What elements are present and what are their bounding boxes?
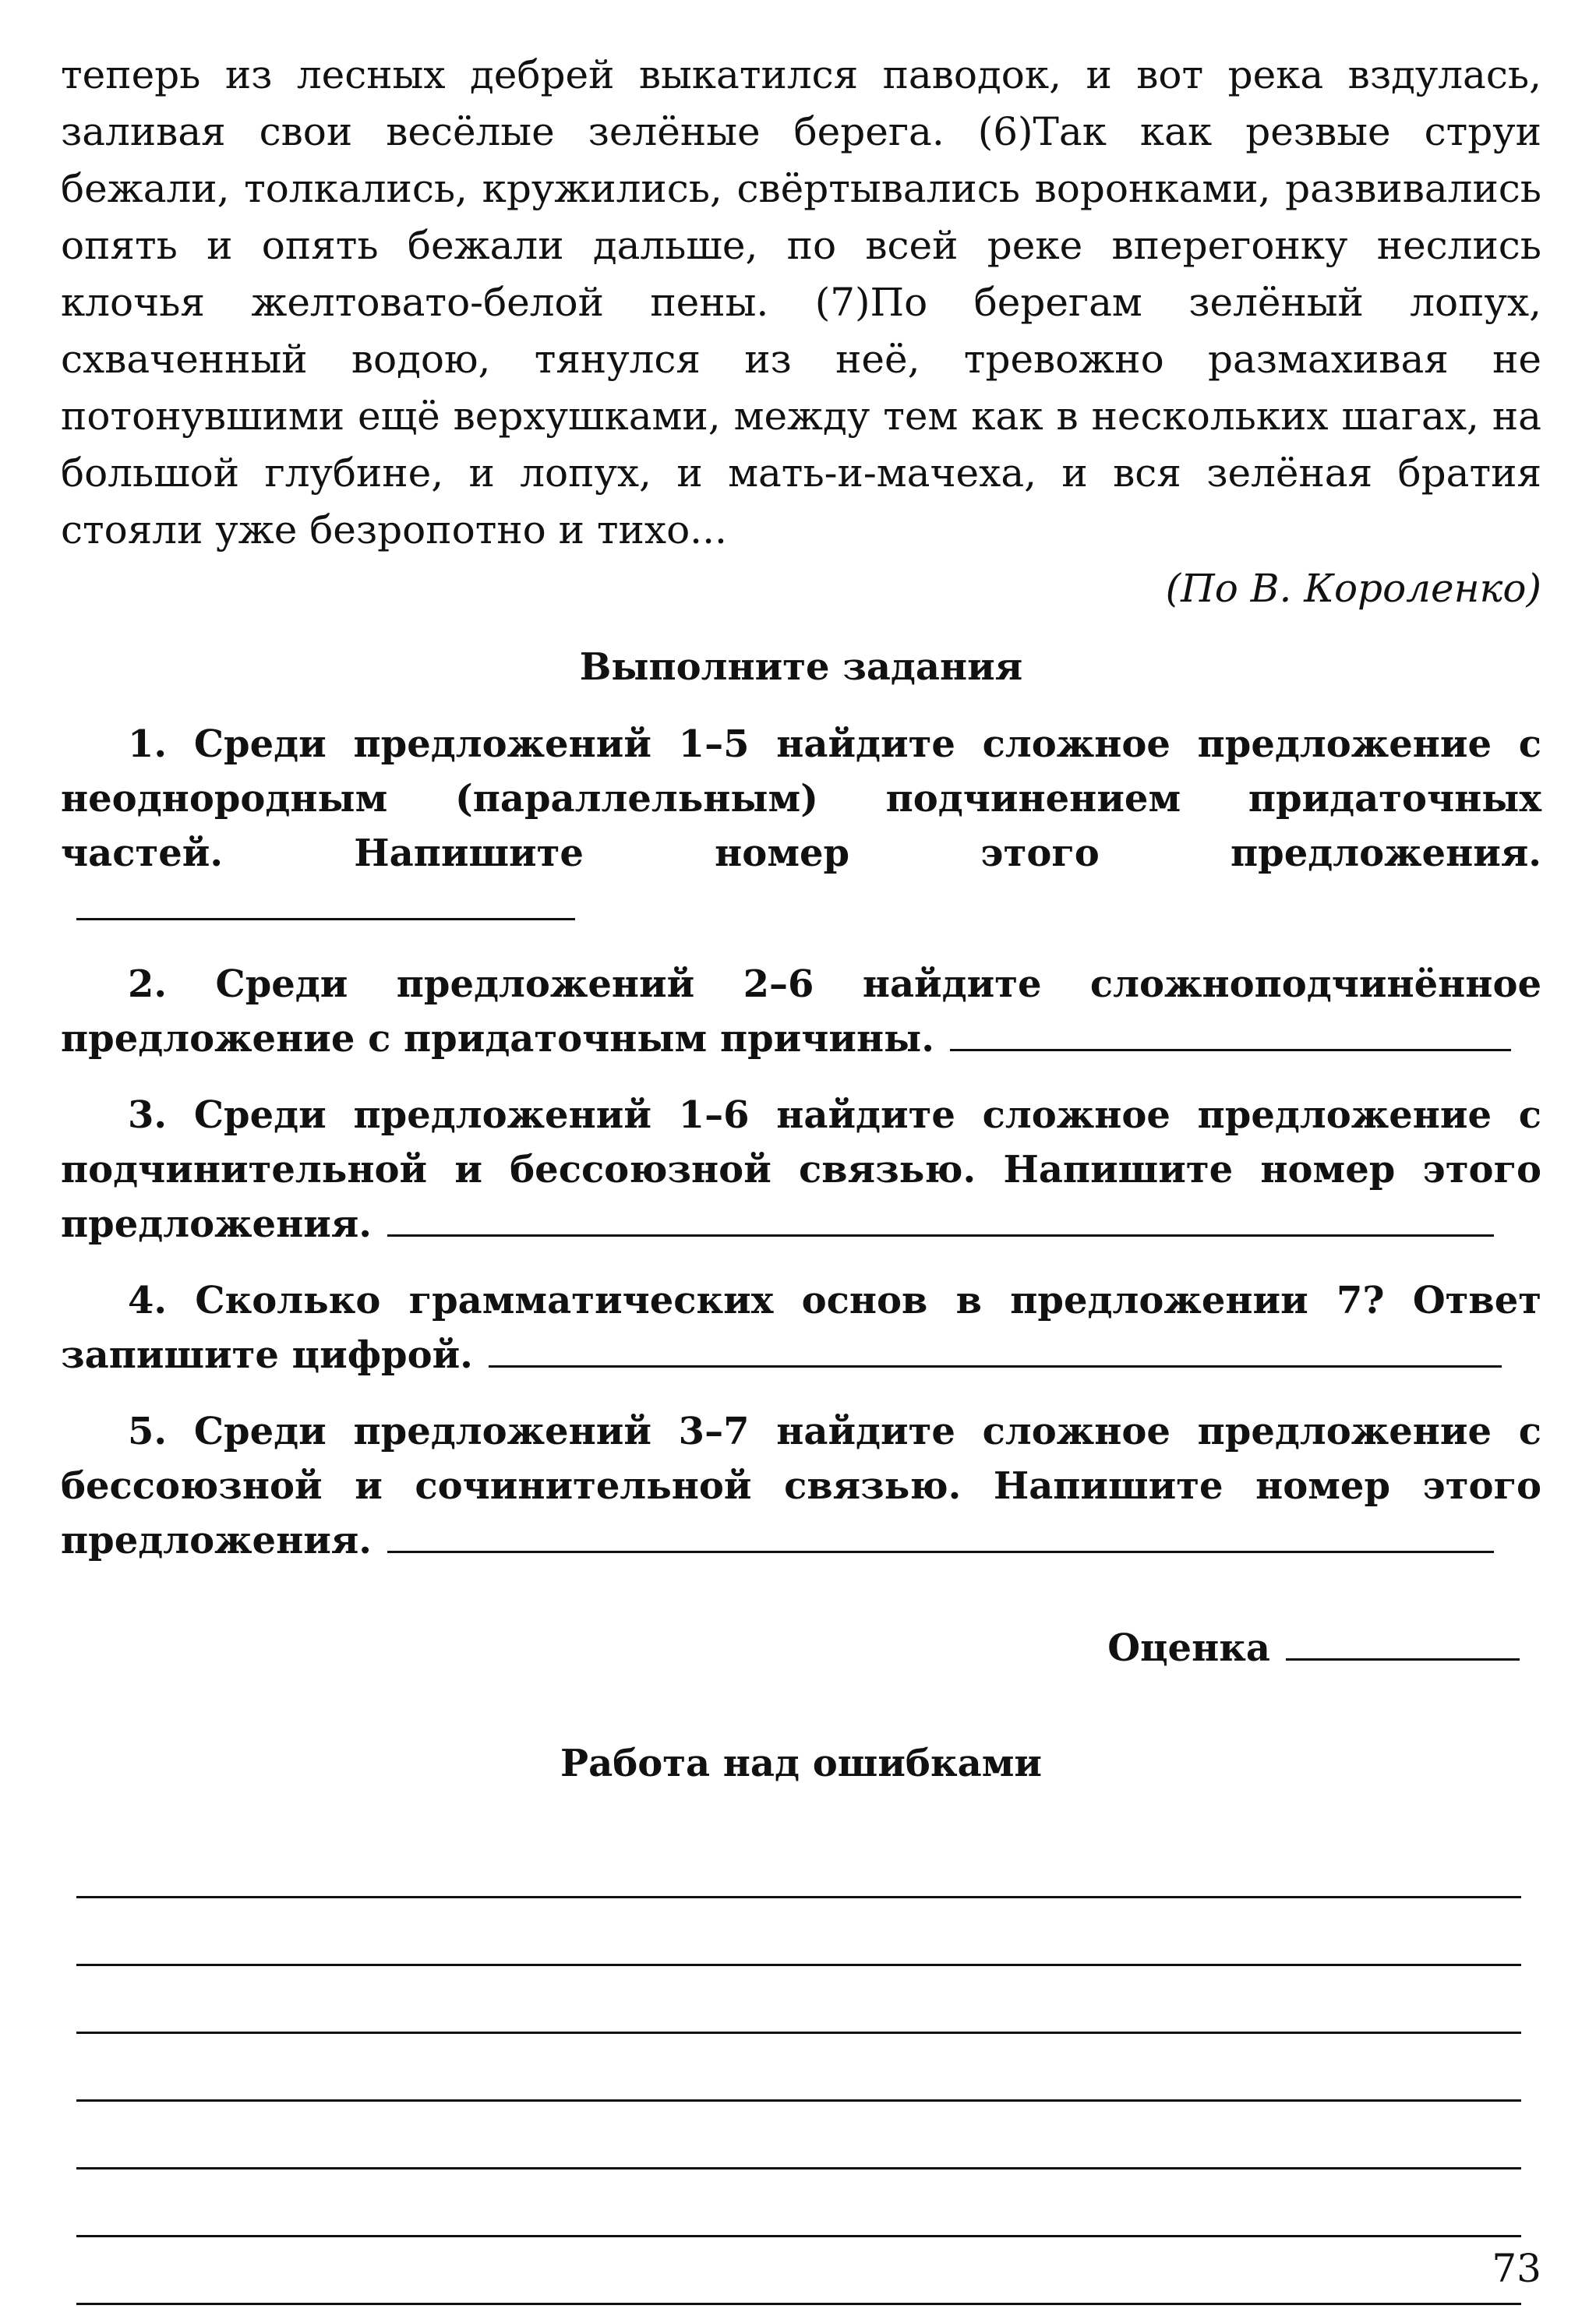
writing-line[interactable] xyxy=(76,1966,1521,2034)
writing-line[interactable] xyxy=(76,2102,1521,2169)
answer-blank[interactable] xyxy=(76,882,575,920)
answer-blank[interactable] xyxy=(950,1013,1511,1051)
error-work-heading: Работа над ошибками xyxy=(560,1742,1042,1785)
ruled-lines xyxy=(76,1831,1521,2305)
grade-label: Оценка xyxy=(1107,1626,1270,1670)
writing-line[interactable] xyxy=(76,1831,1521,1898)
task-item xyxy=(61,1404,1541,1568)
grade-row xyxy=(61,1622,1520,1670)
task-list xyxy=(61,717,1541,1568)
task-text: 3. Среди предложений 1–6 найдите сложное предложение с подчинительной и бессоюзной связью. Напишите номер этого предложения. xyxy=(61,1093,1541,1246)
task-text: 2. Среди предложений 2–6 найдите сложноподчинённое предложение с придаточным причины. xyxy=(61,962,1541,1061)
writing-line[interactable] xyxy=(76,1898,1521,1966)
writing-line[interactable] xyxy=(76,2169,1521,2237)
task-item xyxy=(61,1273,1541,1382)
task-item xyxy=(61,957,1541,1066)
answer-blank[interactable] xyxy=(387,1199,1494,1237)
author-attribution: (По В. Короленко) xyxy=(1165,566,1541,611)
task-item xyxy=(61,717,1541,935)
task-text: 1. Среди предложений 1–5 найдите сложное предложение с неоднородным (параллельным) подчинением придаточных частей. Напишите номер этого предложения. xyxy=(61,722,1541,875)
answer-blank[interactable] xyxy=(489,1329,1502,1368)
tasks-heading: Выполните задания xyxy=(579,645,1023,689)
task-text: 4. Сколько грамматических основ в предложении 7? Ответ запишите цифрой. xyxy=(61,1279,1541,1377)
task-text: 5. Среди предложений 3–7 найдите сложное предложение с бессоюзной и сочинительной связью. Напишите номер этого предложения. xyxy=(61,1410,1541,1562)
task-item xyxy=(61,1088,1541,1252)
grade-blank[interactable] xyxy=(1286,1622,1520,1661)
reading-passage: теперь из лесных дебрей выкатился паводок, и вот река вздулась, заливая свои весёлые зелёные берега. (6)Так как резвые струи бежали, толкались, кружились, свёртывались воронками, развивались опять и опять бежали дальше, по всей реке вперегонку неслись клочья желтовато-белой пены. (7)По берегам зелёный лопух, схваченный водою, тянулся из неё, тревожно размахивая не потонувшими ещё верхушками, между тем как в нескольких шагах, на большой глубине, и лопух, и мать-и-мачеха, и вся зелёная братия стояли уже безропотно и тихо... xyxy=(61,52,1541,553)
answer-blank[interactable] xyxy=(387,1515,1494,1553)
writing-line[interactable] xyxy=(76,2237,1521,2305)
page-number: 73 xyxy=(1492,2246,1541,2291)
workbook-page xyxy=(61,47,1541,2305)
writing-line[interactable] xyxy=(76,2034,1521,2102)
